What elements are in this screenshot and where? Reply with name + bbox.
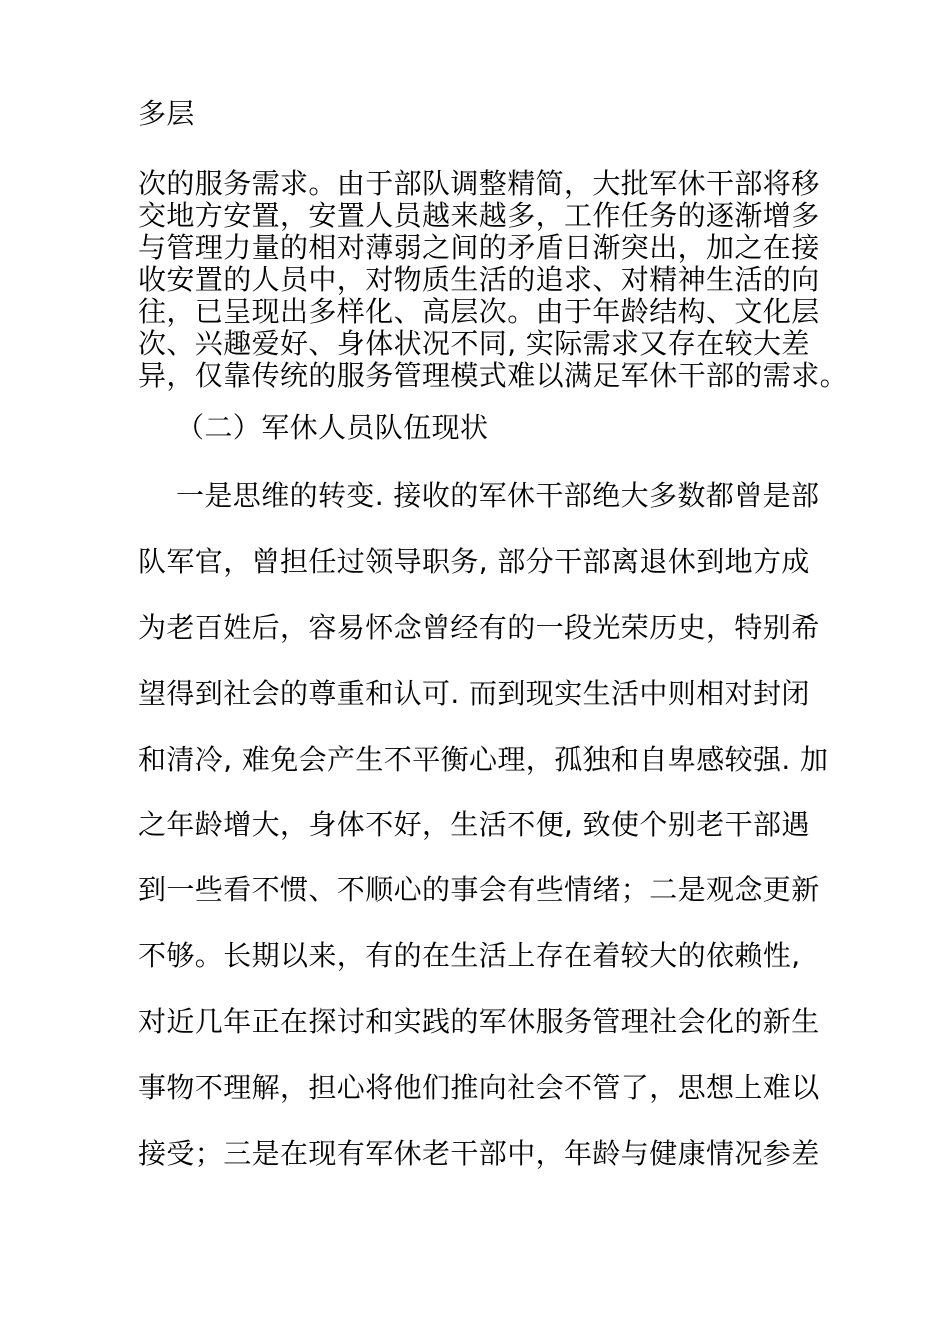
- text-line: 交地方安置，安置人员越来越多，工作任务的逐渐增多: [138, 199, 820, 232]
- text-line: 与管理力量的相对薄弱之间的矛盾日渐突出，加之在接: [138, 231, 820, 264]
- text-line: 接受；三是在现有军休老干部中，年龄与健康情况参差: [138, 1137, 820, 1170]
- text-line: 不够。长期以来，有的在生活上存在着较大的依赖性,: [138, 939, 801, 972]
- text-line: 往，已呈现出多样化、高层次。由于年龄结构、文化层: [138, 295, 820, 328]
- text-line: 到一些看不惯、不顺心的事会有些情绪；二是观念更新: [138, 873, 820, 906]
- text-line: 异，仅靠传统的服务管理模式难以满足军休干部的需求。: [138, 359, 849, 392]
- section-heading: （二）军休人员队伍现状: [176, 411, 489, 444]
- text-line: 为老百姓后，容易怀念曾经有的一段光荣历史，特别希: [138, 611, 820, 644]
- fragment-line: 多层: [138, 97, 195, 130]
- text-line: 一是思维的转变. 接收的军休干部绝大多数都曾是部: [176, 479, 820, 512]
- text-line: 对近几年正在探讨和实践的军休服务管理社会化的新生: [138, 1005, 820, 1038]
- text-line: 和清冷, 难免会产生不平衡心理，孤独和自卑感较强. 加: [138, 743, 829, 776]
- text-line: 收安置的人员中，对物质生活的追求、对精神生活的向: [138, 263, 820, 296]
- text-line: 望得到社会的尊重和认可. 而到现实生活中则相对封闭: [138, 677, 810, 710]
- text-line: 次的服务需求。由于部队调整精简，大批军休干部将移: [138, 167, 820, 200]
- text-line: 次、兴趣爱好、身体状况不同, 实际需求又存在较大差: [138, 327, 810, 360]
- text-line: 之年龄增大，身体不好，生活不便, 致使个别老干部遇: [138, 808, 810, 841]
- text-line: 队军官，曾担任过领导职务, 部分干部离退休到地方成: [138, 545, 810, 578]
- text-line: 事物不理解，担心将他们推向社会不管了，思想上难以: [138, 1071, 820, 1104]
